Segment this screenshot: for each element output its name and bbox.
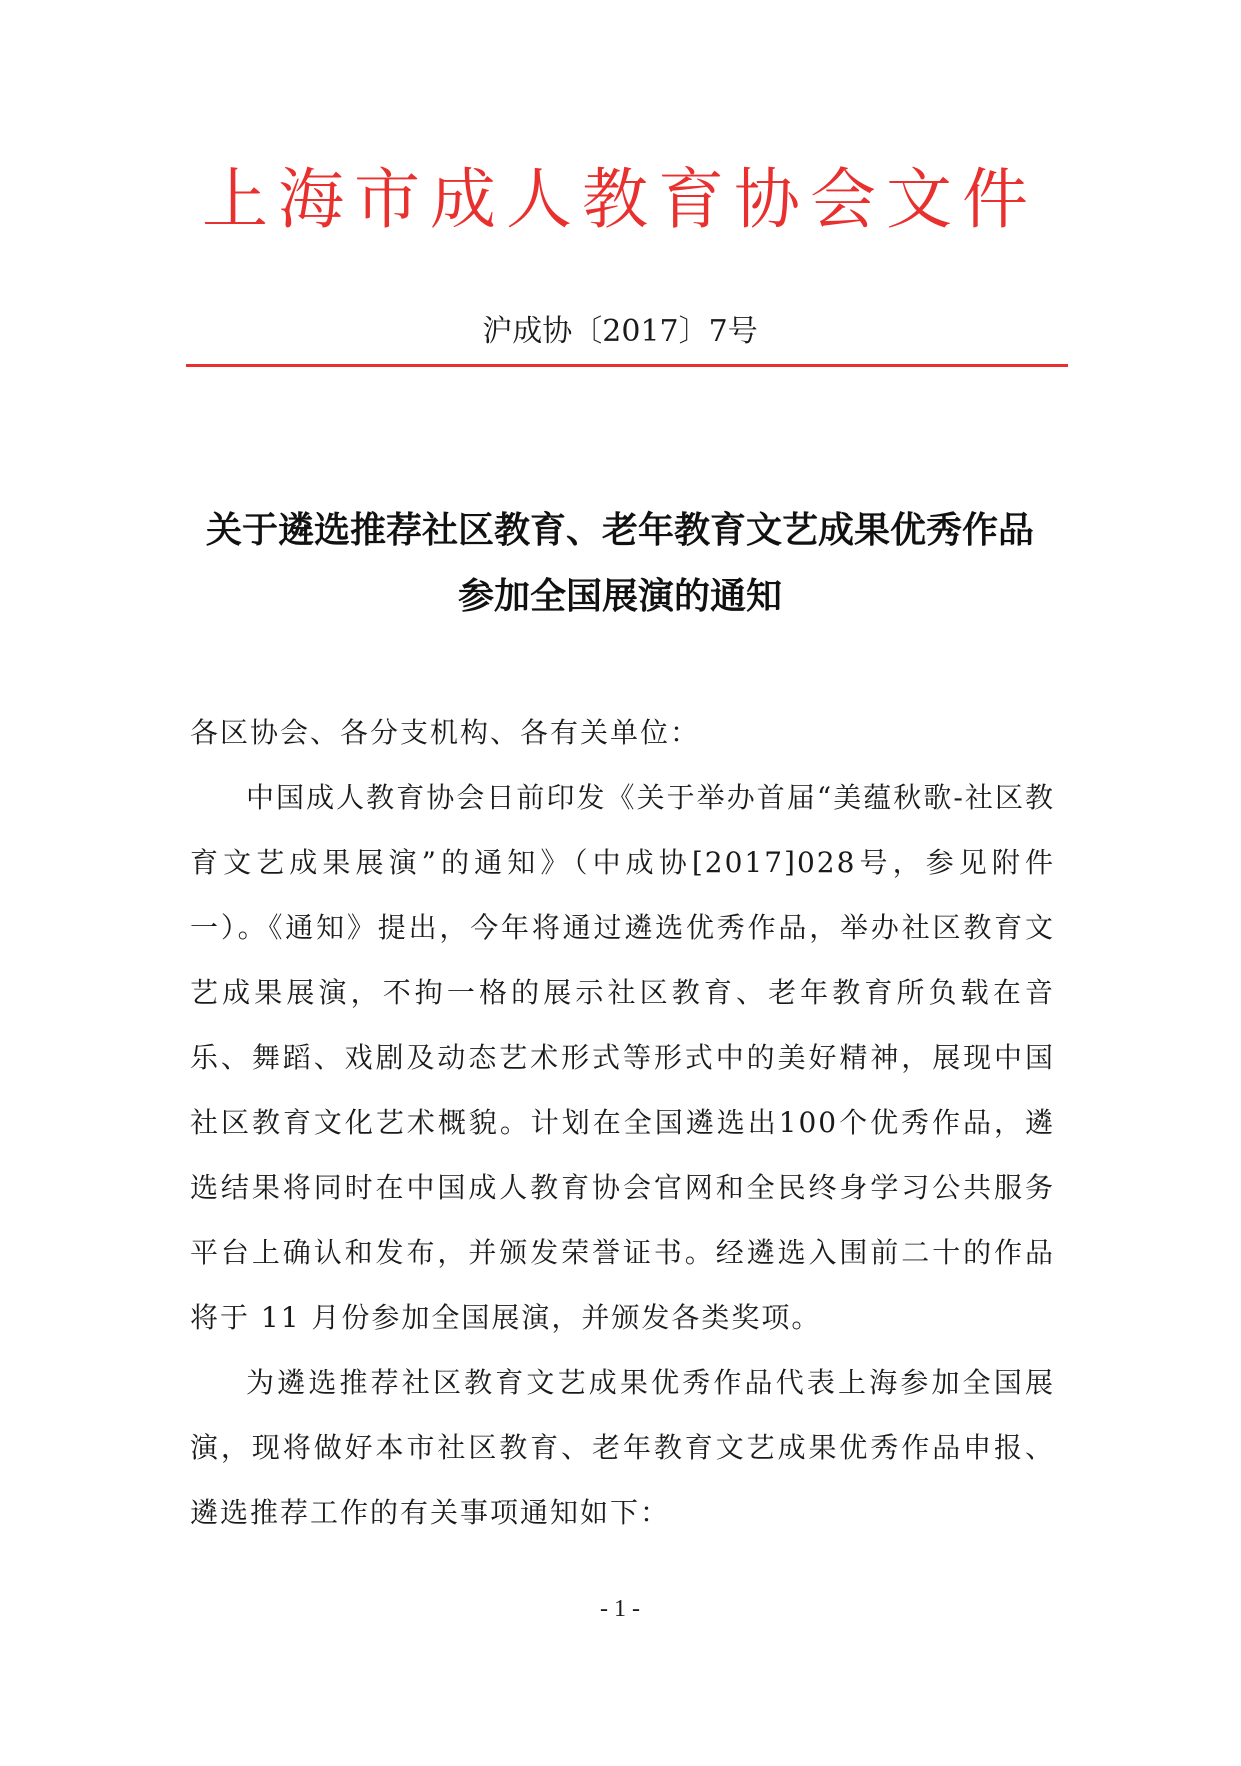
red-divider	[186, 364, 1068, 367]
title-line-2: 参加全国展演的通知	[457, 576, 782, 617]
document-masthead: 上海市成人教育协会文件	[202, 161, 1038, 238]
body-paragraph-1: 中国成人教育协会日前印发《关于举办首届“美蕴秋歌-社区教育文艺成果展演”的通知》（中成协[2017]028号，参见附件一）。《通知》提出，今年将通过遴选优秀作品，举办社区教育文艺成果展演，不拘一格的展示社区教育、老年教育所负载在音乐、舞蹈、戏剧及动态艺术形式等形式中的美好精神，展现中国社区教育文化艺术概貌。计划在全国遴选出100个优秀作品，遴选结果将同时在中国成人教育协会官网和全民终身学习公共服务平台上确认和发布，并颁发荣誉证书。经遴选入围前二十的作品将于 11 月份参加全国展演，并颁发各类奖项。	[190, 781, 1055, 1334]
document-title	[160, 498, 1080, 630]
page-number: - 1 -	[600, 1596, 640, 1622]
title-line-1: 关于遴选推荐社区教育、老年教育文艺成果优秀作品	[205, 510, 1034, 551]
document-body	[190, 700, 1055, 1545]
body-paragraph-2: 为遴选推荐社区教育文艺成果优秀作品代表上海参加全国展演，现将做好本市社区教育、老年教育文艺成果优秀作品申报、遴选推荐工作的有关事项通知如下：	[190, 1366, 1055, 1529]
salutation: 各区协会、各分支机构、各有关单位：	[190, 716, 701, 749]
document-number: 沪成协〔2017〕7号	[482, 314, 758, 349]
